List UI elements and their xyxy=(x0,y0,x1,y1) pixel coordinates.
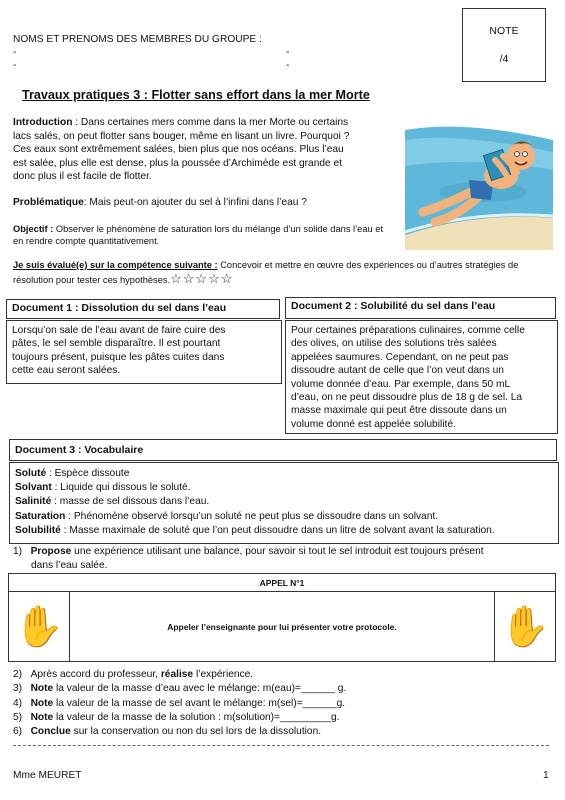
question-number: 2) xyxy=(13,669,23,680)
note-score: /4 xyxy=(499,53,509,65)
introduction xyxy=(13,116,397,184)
doc2-line: des olives, on utilise des solutions très salées xyxy=(291,338,497,350)
appel-title: APPEL N°1 xyxy=(9,574,556,592)
vocab-def: : Phénomène observé lorsqu’un soluté ne peut plus se dissoudre dans un solvant. xyxy=(65,510,439,522)
vocab-def: : Espèce dissoute xyxy=(46,468,130,479)
question-text: sur la conservation ou non du sel lors de la dissolution. xyxy=(70,726,322,738)
doc2-line: d’eau, on ne peut dissoudre plus de 18 g de sel. La xyxy=(291,392,523,404)
competence xyxy=(13,259,518,287)
footer-author: Mme MEURET xyxy=(13,770,82,781)
doc2-line: volume donné est appelée solubilité. xyxy=(291,418,456,430)
doc1-line: toujours présent, puisque les pâtes cuites dans xyxy=(12,351,225,363)
vocab-item xyxy=(15,524,553,538)
intro-label: Introduction xyxy=(13,117,73,128)
problematique xyxy=(13,197,307,208)
doc1-line: Lorsqu’on sale de l’eau avant de faire cuire des xyxy=(12,325,226,336)
question-verb: Note xyxy=(30,683,54,695)
vocab-def: : Masse maximale de soluté que l’on peut dissoudre dans un litre de solvant avant la saturation. xyxy=(60,524,495,536)
name-dash-1b: - xyxy=(286,47,290,58)
doc3-title: Document 3 : Vocabulaire xyxy=(9,439,557,461)
floating-reader-illustration xyxy=(405,100,553,250)
appel-text: Appeler l’enseignante pour lui présenter votre protocole. xyxy=(70,592,495,662)
vocab-item xyxy=(15,510,553,524)
vocab-term: Salinité xyxy=(15,496,52,508)
note-box xyxy=(462,8,546,82)
intro-line: donc plus il est facile de flotter. xyxy=(13,171,152,183)
question-number: 6) xyxy=(13,726,23,738)
question-item xyxy=(13,697,346,711)
vocab-item xyxy=(15,481,553,495)
floating-reader-image xyxy=(405,100,553,250)
objectif-label: Objectif : xyxy=(13,224,54,234)
name-dash-2a: - xyxy=(13,60,17,71)
intro-line: est salée, plus elle est dense, plus la poussée d’Archimède est grande et xyxy=(13,157,343,169)
doc2-title: Document 2 : Solubilité du sel dans l’eau xyxy=(285,297,556,319)
vocab-def: : masse de sel dissous dans l’eau. xyxy=(51,496,210,508)
note-label: NOTE xyxy=(489,25,519,37)
question-verb: Note xyxy=(30,711,54,723)
doc3-box xyxy=(9,462,559,544)
raised-hand-icon-right: ✋ xyxy=(495,592,556,662)
problematique-text: : Mais peut-on ajouter du sel à l’infini dans l’eau ? xyxy=(83,197,307,208)
question-verb: Propose xyxy=(30,546,72,557)
vocab-term: Solubilité xyxy=(15,524,61,536)
competence-line: Concevoir et mettre en œuvre des expériences ou d’autres stratégies de xyxy=(217,260,519,270)
question-item xyxy=(13,682,346,696)
question-text: la valeur de la masse de sel avant le mélange: m(sel)=______g. xyxy=(53,697,346,709)
doc1-box xyxy=(6,320,282,384)
doc2-line: dissoudre autant de celle que l’on veut dans un xyxy=(291,365,504,377)
name-dash-2b: - xyxy=(286,60,290,71)
answer-line[interactable] xyxy=(13,745,549,746)
intro-line: : Dans certaines mers comme dans la mer Morte ou certains xyxy=(72,117,349,128)
vocab-term: Soluté xyxy=(15,468,47,479)
question-verb: Conclue xyxy=(30,726,71,738)
question-number: 3) xyxy=(13,683,23,695)
doc2-line: Pour certaines préparations culinaires, comme celle xyxy=(291,325,525,336)
doc1-line: pâtes, le sel semble disparaître. Il est pourtant xyxy=(12,338,221,350)
doc2-line: appelées saumures. Cependant, on ne peut pas xyxy=(291,351,509,363)
question-number: 4) xyxy=(13,697,23,709)
question-item xyxy=(13,668,346,682)
question-number: 5) xyxy=(13,711,23,723)
rating-stars[interactable]: ☆☆☆☆☆ xyxy=(170,271,234,286)
question-verb: Note xyxy=(30,697,54,709)
question-text: une expérience utilisant une balance, pour savoir si tout le sel introduit est toujours présent xyxy=(71,546,484,557)
question-text: la valeur de la masse de la solution : m(solution)=_________g. xyxy=(53,711,340,723)
vocab-item xyxy=(15,495,553,509)
appel-table xyxy=(8,573,556,662)
objectif-line: Observer le phénomène de saturation lors du mélange d’un solide dans l’eau et xyxy=(53,224,384,234)
doc2-line: volume donnée d’eau. Par exemple, dans 50 mL xyxy=(291,378,511,390)
problematique-label: Problématique xyxy=(13,197,84,208)
page-title: Travaux pratiques 3 : Flotter sans effort dans la mer Morte xyxy=(22,88,370,102)
intro-line: lacs salés, on peut flotter sans bouger, même en lisant un livre. Pourquoi ? xyxy=(13,130,350,142)
doc2-line: masse maximale qui peut être dissoute dans un xyxy=(291,405,507,417)
doc2-box xyxy=(285,320,558,434)
doc1-line: cette eau seront salées. xyxy=(12,365,121,377)
question-text: l’expérience. xyxy=(193,669,254,680)
question-item xyxy=(13,711,346,725)
question-number: 1) xyxy=(13,546,23,557)
objectif xyxy=(13,223,383,247)
competence-label: Je suis évalué(e) sur la compétence suivante : xyxy=(13,260,218,270)
page-number: 1 xyxy=(543,770,549,781)
question-1 xyxy=(13,545,484,572)
intro-line: Ces eaux sont extrêmement salées, bien plus que nos océans. Plus l’eau xyxy=(13,144,344,156)
vocab-def: : Liquide qui dissous le soluté. xyxy=(51,482,191,494)
question-pre: Après accord du professeur, xyxy=(30,669,161,680)
question-verb: réalise xyxy=(160,669,194,680)
raised-hand-icon-left: ✋ xyxy=(9,592,70,662)
objectif-line: en rendre compte quantitativement. xyxy=(13,236,160,246)
group-names-label: NOMS ET PRENOMS DES MEMBRES DU GROUPE : xyxy=(13,34,262,45)
question-list xyxy=(13,668,346,739)
competence-line: résolution pour tester ces hypothèses. xyxy=(13,275,171,285)
question-item xyxy=(13,725,346,739)
vocab-term: Saturation xyxy=(15,510,66,522)
doc1-title: Document 1 : Dissolution du sel dans l’eau xyxy=(6,299,280,319)
vocab-item xyxy=(15,467,553,481)
vocab-term: Solvant xyxy=(15,482,52,494)
question-text: la valeur de la masse d’eau avec le mélange: m(eau)=______ g. xyxy=(53,683,347,695)
name-dash-1a: - xyxy=(13,47,17,58)
question-text: dans l’eau salée. xyxy=(31,559,108,571)
